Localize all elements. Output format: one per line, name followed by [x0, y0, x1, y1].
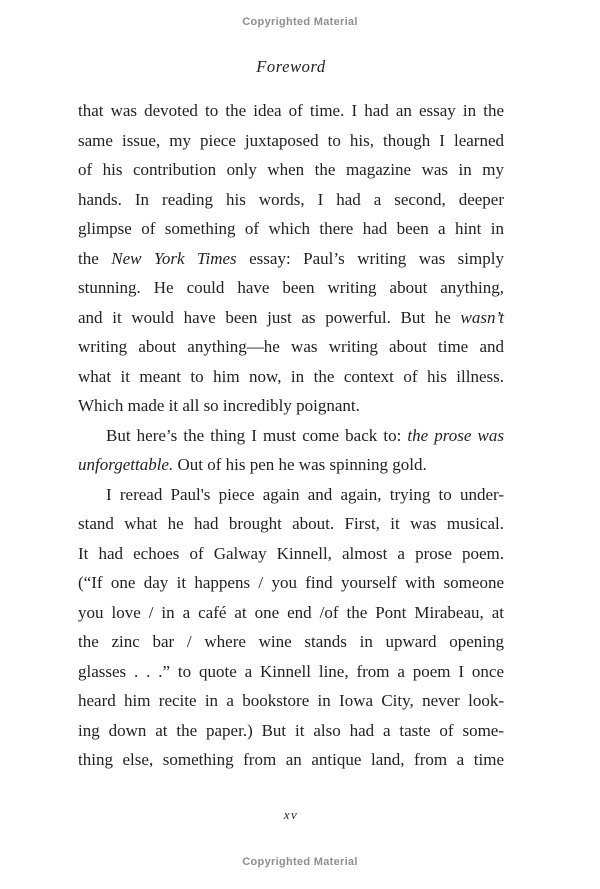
- body-text: [78, 96, 504, 775]
- body-line: what it meant to him now, in the context of his illness.: [78, 366, 504, 386]
- body-line: heard him recite in a bookstore in Iowa City, never look-: [78, 691, 504, 710]
- body-line: stand what he had brought about. First, it was musical.: [78, 514, 504, 533]
- body-line: hands. In reading his words, I had a second, deeper: [78, 189, 504, 209]
- body-line: and it would have been just as powerful. But he wasn’t: [78, 307, 504, 327]
- body-line: the New York Times essay: Paul’s writing was simply: [78, 248, 504, 268]
- body-line: the zinc bar / where wine stands in upward opening: [78, 632, 504, 651]
- body-line: of his contribution only when the magazine was in my: [78, 160, 504, 179]
- body-line: thing else, something from an antique land, from a time: [78, 750, 504, 769]
- body-line: unforgettable. Out of his pen he was spinning gold.: [78, 455, 427, 474]
- page-number: xv: [283, 807, 299, 822]
- body-line: I reread Paul's piece again and again, trying to under-: [106, 484, 504, 504]
- body-line: (“If one day it happens / you find yourself with someone: [78, 573, 504, 592]
- body-line: Which made it all so incredibly poignant.: [78, 396, 360, 415]
- body-line: It had echoes of Galway Kinnell, almost a prose poem.: [78, 543, 504, 563]
- body-line: ing down at the paper.) But it also had a taste of some-: [78, 720, 504, 740]
- body-line: stunning. He could have been writing about anything,: [78, 278, 504, 297]
- body-line: that was devoted to the idea of time. I had an essay in the: [78, 101, 504, 120]
- copyright-watermark-bottom: Copyrighted Material: [242, 856, 358, 868]
- body-line: glasses . . .” to quote a Kinnell line, from a poem I once: [78, 661, 504, 681]
- copyright-watermark-top: Copyrighted Material: [242, 16, 358, 28]
- body-line: glimpse of something of which there had been a hint in: [78, 219, 504, 238]
- body-line: you love / in a café at one end /of the Pont Mirabeau, at: [78, 602, 504, 622]
- body-line: writing about anything—he was writing about time and: [78, 337, 504, 356]
- body-line: But here’s the thing I must come back to: the prose was: [106, 425, 504, 445]
- body-line: same issue, my piece juxtaposed to his, though I learned: [78, 130, 504, 150]
- chapter-heading: Foreword: [256, 57, 326, 76]
